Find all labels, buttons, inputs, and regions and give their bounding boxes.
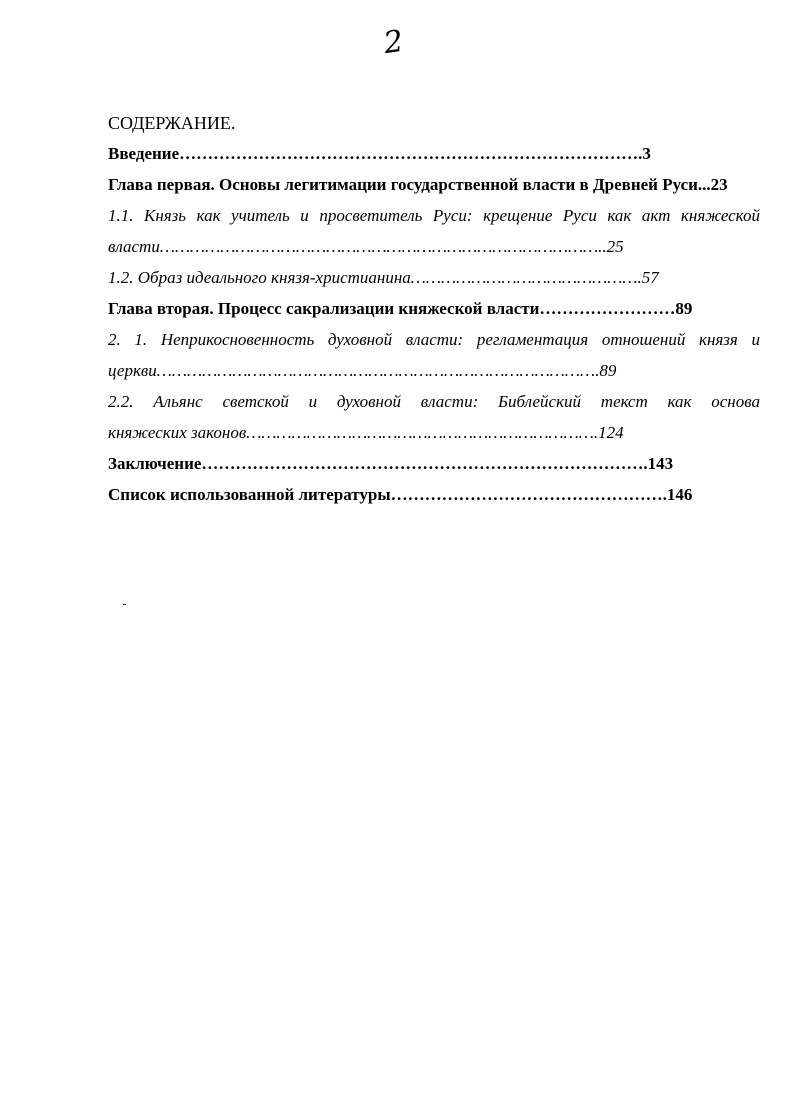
- contents-heading: СОДЕРЖАНИЕ.: [108, 113, 236, 133]
- toc-entry-chapter-1: Глава первая. Основы легитимации государственной власти в Древней Руси...23: [108, 175, 728, 194]
- toc-entry-chapter-2: Глава вторая. Процесс сакрализации княжеской власти……………………89: [108, 299, 693, 318]
- toc-entry-section-2-1: 2. 1. Неприкосновенность духовной власти: регламентация отношений князя и: [108, 330, 760, 349]
- toc-entry-section-2-2-cont: княжеских законов…………………………………………………………….124: [108, 423, 624, 442]
- stray-mark: [123, 604, 126, 605]
- toc-entry-bibliography: Список использованной литературы………………………………………….146: [108, 485, 693, 504]
- toc-entry-section-1-1-cont: власти……………………………………………………………………………..25: [108, 237, 624, 256]
- toc-entry-section-1-1: 1.1. Князь как учитель и просветитель Руси: крещение Руси как акт княжеской: [108, 206, 760, 225]
- toc-entry-section-2-1-cont: церкви…………………………………………………………………………….89: [108, 361, 617, 380]
- toc-entry-introduction: Введение……………………………………………………………………….3: [108, 144, 651, 163]
- toc-entry-conclusion: Заключение…………………………………………………………………….143: [108, 454, 674, 473]
- toc-entry-section-1-2: 1.2. Образ идеального князя-христианина……………………………………….57: [108, 268, 659, 287]
- handwritten-page-number: 2: [381, 23, 406, 62]
- toc-entry-section-2-2: 2.2. Альянс светской и духовной власти: Библейский текст как основа: [108, 392, 760, 411]
- table-of-contents: [108, 112, 760, 515]
